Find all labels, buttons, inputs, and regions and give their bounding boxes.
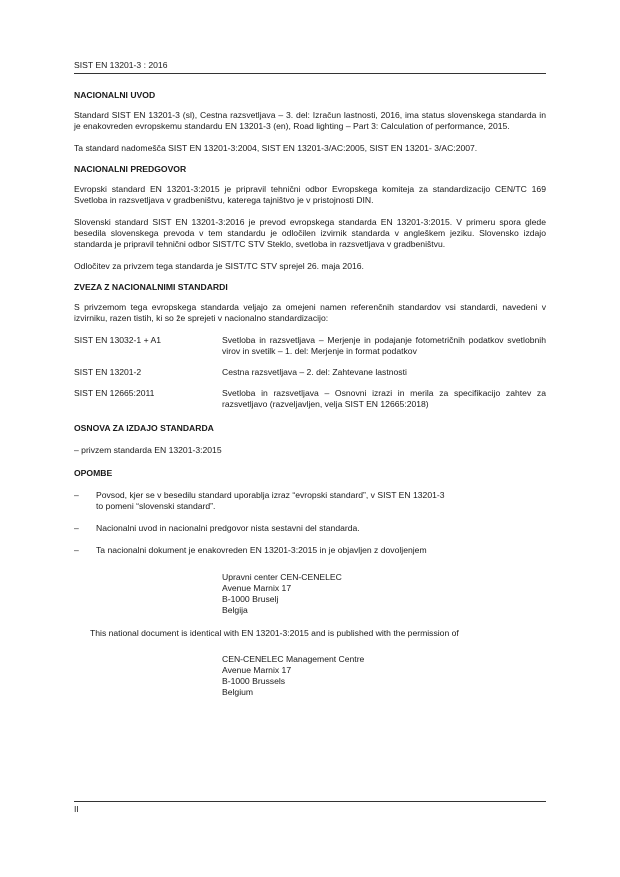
note-text-line: to pomeni “slovenski standard”. — [96, 501, 216, 511]
footer-divider — [74, 801, 546, 802]
address-line: Belgija — [222, 605, 248, 615]
reference-code: SIST EN 13201-2 — [74, 367, 142, 377]
note-text-line: Povsod, kjer se v besedilu standard uporablja izraz “evropski standard”, v SIST EN 13201-3 — [96, 490, 445, 500]
address-block-english — [222, 654, 546, 698]
reference-description: Svetloba in razsvetljava – Osnovni izrazi in merila za specifikacijo zahtev za razsvetljavo (razveljavljen, velja SIST EN 12665:2018) — [222, 388, 546, 409]
reference-row — [74, 367, 546, 378]
reference-description: Svetloba in razsvetljava – Merjenje in podajanje fotometričnih podatkov svetlobnih virov in svetilk – 1. del: Merjenje in format podatkov — [222, 335, 546, 356]
reference-row — [74, 388, 546, 410]
reference-description: Cestna razsvetljava – 2. del: Zahtevane lastnosti — [222, 367, 407, 377]
foreword-heading: NACIONALNI PREDGOVOR — [74, 164, 187, 174]
address-line: CEN-CENELEC Management Centre — [222, 654, 365, 664]
intro-heading: NACIONALNI UVOD — [74, 90, 156, 100]
address-line: B-1000 Bruselj — [222, 594, 279, 604]
note-bullet: – — [74, 523, 79, 533]
foreword-paragraph-3: Odločitev za privzem tega standarda je SIST/TC STV sprejel 26. maja 2016. — [74, 261, 364, 271]
intro-paragraph-2: Ta standard nadomešča SIST EN 13201-3:2004, SIST EN 13201-3/AC:2005, SIST EN 13201- 3/AC:2007. — [74, 143, 478, 153]
foreword-paragraph-1: Evropski standard EN 13201-3:2015 je pripravil tehnični odbor Evropskega komiteja za standardizacijo CEN/TC 169 Svetloba in razsvetljava v gradbeništvu, katerega tajništvo je v pristojnosti DIN. — [74, 184, 546, 205]
address-line: Avenue Marnix 17 — [222, 665, 292, 675]
note-bullet: – — [74, 545, 79, 555]
header-divider — [74, 73, 546, 74]
address-line: Belgium — [222, 687, 254, 697]
address-line: Upravni center CEN-CENELEC — [222, 572, 342, 582]
note-item — [74, 523, 546, 534]
references-intro: S privzemom tega evropskega standarda veljajo za omejeni namen referenčnih standardov vsi standardi, navedeni v izvirniku, razen tistih, ki so že sprejeti v nacionalno standardizacijo: — [74, 302, 546, 323]
foreword-paragraph-2: Slovenski standard SIST EN 13201-3:2016 je prevod evropskega standarda EN 13201-3:2015. V primeru spora glede besedila slovenskega prevoda v tem standardu je odločilen izvirnik standarda v angleškem jeziku. Slovensko izdajo standarda je pripravil tehnični odbor SIST/TC STV Steklo, svetloba in razsvetljava v gradbeništvu. — [74, 217, 546, 249]
basis-item: – privzem standarda EN 13201-3:2015 — [74, 445, 222, 455]
english-statement: This national document is identical with EN 13201-3:2015 and is published with the permission of — [90, 628, 459, 638]
note-bullet: – — [74, 490, 79, 500]
reference-code: SIST EN 13032-1 + A1 — [74, 335, 162, 345]
notes-heading: OPOMBE — [74, 468, 113, 478]
intro-paragraph-1: Standard SIST EN 13201-3 (sl), Cestna razsvetljava – 3. del: Izračun lastnosti, 2016, ima status slovenskega standarda in je enakovreden evropskemu standardu EN 13201-3 (en), Road lighting – Part 3: Calculation of performance, 2015. — [74, 110, 546, 131]
note-item — [74, 545, 546, 556]
address-block-slovenian — [222, 572, 546, 616]
address-line: B-1000 Brussels — [222, 676, 286, 686]
header-doc-id: SIST EN 13201-3 : 2016 — [74, 60, 168, 70]
references-heading: ZVEZA Z NACIONALNIMI STANDARDI — [74, 282, 228, 292]
note-text — [96, 490, 445, 512]
reference-row — [74, 335, 546, 357]
basis-heading: OSNOVA ZA IZDAJO STANDARDA — [74, 423, 214, 433]
note-text: Nacionalni uvod in nacionalni predgovor nista sestavni del standarda. — [96, 523, 360, 533]
page-content — [74, 82, 546, 698]
address-line: Avenue Marnix 17 — [222, 583, 292, 593]
page-number: II — [74, 804, 79, 814]
reference-code: SIST EN 12665:2011 — [74, 388, 155, 398]
note-item — [74, 490, 546, 512]
note-text: Ta nacionalni dokument je enakovreden EN 13201-3:2015 in je objavljen z dovoljenjem — [96, 545, 427, 555]
